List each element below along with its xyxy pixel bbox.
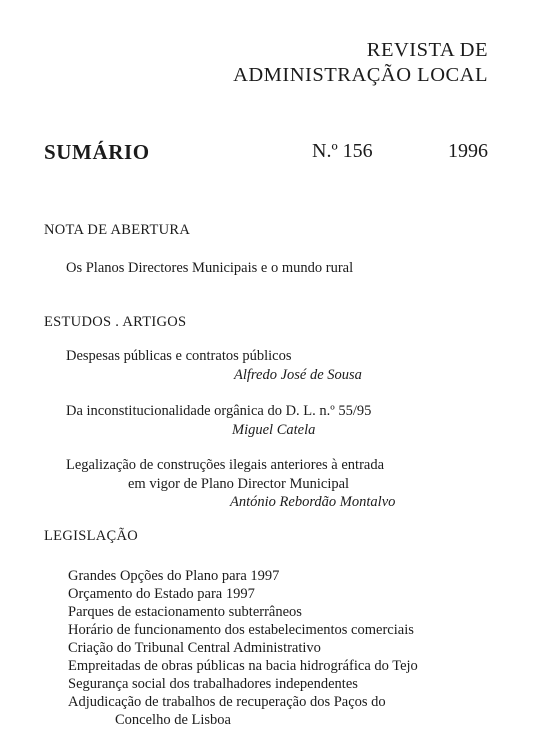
article-1-author: Alfredo José de Sousa [234,367,362,383]
section-title-legislation: LEGISLAÇÃO [44,528,139,544]
legislation-item: Concelho de Lisboa [115,712,231,728]
section-title-opening: NOTA DE ABERTURA [44,222,191,238]
article-3-title-line-2: em vigor de Plano Director Municipal [128,476,350,492]
legislation-item: Segurança social dos trabalhadores independentes [68,676,358,692]
legislation-item: Empreitadas de obras públicas na bacia hidrográfica do Tejo [68,658,418,674]
section-title-studies: ESTUDOS . ARTIGOS [44,314,187,330]
article-2-author: Miguel Catela [232,422,316,438]
legislation-item: Grandes Opções do Plano para 1997 [68,568,280,584]
issue-number: N.º 156 [312,140,373,162]
journal-title-line-1: REVISTA DE [366,39,488,61]
article-1-title: Despesas públicas e contratos públicos [66,348,292,364]
article-2-title: Da inconstitucionalidade orgânica do D. L. n.º 55/95 [66,403,372,419]
legislation-item: Orçamento do Estado para 1997 [68,586,255,602]
legislation-item: Parques de estacionamento subterrâneos [68,604,302,620]
article-3-title-line-1: Legalização de construções ilegais anteriores à entrada [66,457,385,473]
legislation-item: Adjudicação de trabalhos de recuperação dos Paços do [68,694,386,710]
opening-entry: Os Planos Directores Municipais e o mundo rural [66,260,354,276]
legislation-item: Horário de funcionamento dos estabelecimentos comerciais [68,622,414,638]
journal-title [233,38,488,88]
article-3-author: António Rebordão Montalvo [230,494,396,510]
issue-year: 1996 [448,140,488,162]
legislation-item: Criação do Tribunal Central Administrativo [68,640,321,656]
journal-title-line-2: ADMINISTRAÇÃO LOCAL [233,64,488,86]
summary-heading: SUMÁRIO [44,140,150,164]
